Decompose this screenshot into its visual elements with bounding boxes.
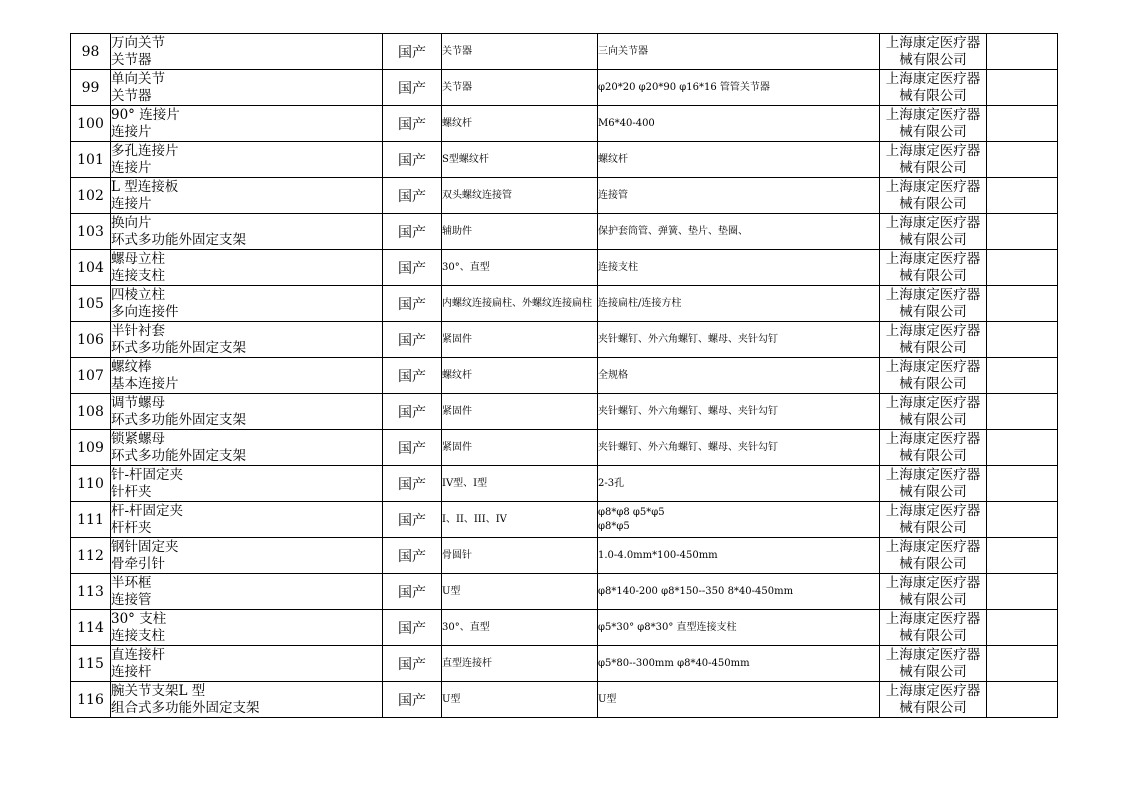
product-category: 环式多功能外固定支架 xyxy=(111,339,246,356)
spec-cell xyxy=(598,682,880,718)
product-name: 调节螺母 xyxy=(111,394,165,411)
manufacturer-cell xyxy=(880,142,987,178)
product-name: 30° 支柱 xyxy=(111,610,167,627)
product-table-body xyxy=(71,34,1058,718)
product-name-cell xyxy=(111,466,383,502)
model-cell: U型 xyxy=(442,682,598,718)
row-number-cell: 107 xyxy=(71,358,111,394)
manufacturer-line-1: 上海康定医疗器 xyxy=(885,610,981,627)
product-name-cell xyxy=(111,430,383,466)
manufacturer-line-2: 械有限公司 xyxy=(899,447,967,464)
manufacturer-line-1: 上海康定医疗器 xyxy=(885,646,981,663)
origin-cell: 国产 xyxy=(383,214,442,250)
manufacturer-line-2: 械有限公司 xyxy=(899,303,967,320)
row-number-cell: 106 xyxy=(71,322,111,358)
spec-line-1: 全规格 xyxy=(598,369,628,381)
manufacturer-line-1: 上海康定医疗器 xyxy=(885,682,981,699)
spec-cell xyxy=(598,358,880,394)
model-cell: 30°、直型 xyxy=(442,610,598,646)
product-name-cell xyxy=(111,322,383,358)
product-name-cell xyxy=(111,358,383,394)
row-number-cell: 109 xyxy=(71,430,111,466)
table-row xyxy=(71,466,1058,502)
product-name: 针-杆固定夹 xyxy=(111,466,184,483)
spec-cell xyxy=(598,286,880,322)
spec-line-1: U型 xyxy=(598,693,617,705)
model-cell: 紧固件 xyxy=(442,322,598,358)
manufacturer-cell xyxy=(880,250,987,286)
manufacturer-cell xyxy=(880,178,987,214)
table-row xyxy=(71,322,1058,358)
origin-cell: 国产 xyxy=(383,538,442,574)
product-name-cell xyxy=(111,682,383,718)
spec-line-1: φ5*30° φ8*30° 直型连接支柱 xyxy=(598,621,737,633)
empty-cell xyxy=(987,610,1058,646)
product-name: 半针衬套 xyxy=(111,322,165,339)
product-name-cell xyxy=(111,34,383,70)
origin-cell: 国产 xyxy=(383,142,442,178)
manufacturer-line-2: 械有限公司 xyxy=(899,627,967,644)
model-cell: 内螺纹连接扁柱、外螺纹连接扁柱 xyxy=(442,286,598,322)
manufacturer-cell xyxy=(880,70,987,106)
row-number-cell: 114 xyxy=(71,610,111,646)
spec-line-1: 保护套筒管、弹簧、垫片、垫圈、 xyxy=(598,225,748,237)
spec-cell xyxy=(598,538,880,574)
manufacturer-line-1: 上海康定医疗器 xyxy=(885,286,981,303)
empty-cell xyxy=(987,322,1058,358)
manufacturer-line-2: 械有限公司 xyxy=(899,159,967,176)
product-category: 关节器 xyxy=(111,87,152,104)
spec-line-1: 连接支柱 xyxy=(598,261,638,273)
manufacturer-line-2: 械有限公司 xyxy=(899,87,967,104)
model-cell: I、II、III、IV xyxy=(442,502,598,538)
product-category: 连接片 xyxy=(111,123,152,140)
model-cell: 关节器 xyxy=(442,34,598,70)
row-number-cell: 113 xyxy=(71,574,111,610)
manufacturer-cell xyxy=(880,502,987,538)
manufacturer-line-2: 械有限公司 xyxy=(899,231,967,248)
manufacturer-line-2: 械有限公司 xyxy=(899,483,967,500)
table-row xyxy=(71,70,1058,106)
manufacturer-line-2: 械有限公司 xyxy=(899,339,967,356)
spec-line-1: φ5*80--300mm φ8*40-450mm xyxy=(598,657,750,669)
manufacturer-line-2: 械有限公司 xyxy=(899,699,967,716)
spec-cell xyxy=(598,142,880,178)
manufacturer-cell xyxy=(880,322,987,358)
manufacturer-cell xyxy=(880,682,987,718)
model-cell: 直型连接杆 xyxy=(442,646,598,682)
manufacturer-cell xyxy=(880,574,987,610)
product-name: 螺纹棒 xyxy=(111,358,152,375)
model-cell: 关节器 xyxy=(442,70,598,106)
empty-cell xyxy=(987,70,1058,106)
spec-line-1: φ8*140-200 φ8*150--350 8*40-450mm xyxy=(598,585,794,597)
product-name-cell xyxy=(111,250,383,286)
manufacturer-cell xyxy=(880,286,987,322)
spec-line-1: M6*40-400 xyxy=(598,117,655,129)
model-cell: 双头螺纹连接管 xyxy=(442,178,598,214)
spec-cell xyxy=(598,466,880,502)
row-number-cell: 103 xyxy=(71,214,111,250)
product-category: 环式多功能外固定支架 xyxy=(111,447,246,464)
row-number-cell: 116 xyxy=(71,682,111,718)
empty-cell xyxy=(987,178,1058,214)
table-row xyxy=(71,142,1058,178)
product-name-cell xyxy=(111,538,383,574)
manufacturer-line-1: 上海康定医疗器 xyxy=(885,214,981,231)
empty-cell xyxy=(987,574,1058,610)
manufacturer-line-2: 械有限公司 xyxy=(899,267,967,284)
origin-cell: 国产 xyxy=(383,610,442,646)
row-number-cell: 98 xyxy=(71,34,111,70)
spec-line-1: 夹针螺钉、外六角螺钉、螺母、夹针勾钉 xyxy=(598,405,778,417)
product-name-cell xyxy=(111,142,383,178)
product-category: 多向连接件 xyxy=(111,303,179,320)
manufacturer-cell xyxy=(880,34,987,70)
origin-cell: 国产 xyxy=(383,178,442,214)
table-row xyxy=(71,682,1058,718)
product-name: 90° 连接片 xyxy=(111,106,180,123)
table-row xyxy=(71,538,1058,574)
product-category: 环式多功能外固定支架 xyxy=(111,411,246,428)
manufacturer-line-1: 上海康定医疗器 xyxy=(885,574,981,591)
product-name: 腕关节支架L 型 xyxy=(111,682,206,699)
table-row xyxy=(71,430,1058,466)
product-name: 换向片 xyxy=(111,214,152,231)
empty-cell xyxy=(987,142,1058,178)
spec-cell xyxy=(598,574,880,610)
product-name-cell xyxy=(111,574,383,610)
spec-cell xyxy=(598,34,880,70)
manufacturer-line-1: 上海康定医疗器 xyxy=(885,538,981,555)
empty-cell xyxy=(987,502,1058,538)
product-name-cell xyxy=(111,502,383,538)
product-name: 直连接杆 xyxy=(111,646,165,663)
manufacturer-line-2: 械有限公司 xyxy=(899,555,967,572)
spec-cell xyxy=(598,430,880,466)
spec-cell xyxy=(598,70,880,106)
origin-cell: 国产 xyxy=(383,250,442,286)
product-name: 钢针固定夹 xyxy=(111,538,179,555)
empty-cell xyxy=(987,286,1058,322)
empty-cell xyxy=(987,34,1058,70)
row-number-cell: 108 xyxy=(71,394,111,430)
manufacturer-line-2: 械有限公司 xyxy=(899,51,967,68)
empty-cell xyxy=(987,358,1058,394)
table-row xyxy=(71,214,1058,250)
model-cell: U型 xyxy=(442,574,598,610)
spec-cell xyxy=(598,322,880,358)
product-category: 环式多功能外固定支架 xyxy=(111,231,246,248)
spec-line-2: φ8*φ5 xyxy=(598,520,630,532)
origin-cell: 国产 xyxy=(383,682,442,718)
manufacturer-line-1: 上海康定医疗器 xyxy=(885,106,981,123)
model-cell: 螺纹杆 xyxy=(442,358,598,394)
empty-cell xyxy=(987,430,1058,466)
product-name-cell xyxy=(111,646,383,682)
manufacturer-line-1: 上海康定医疗器 xyxy=(885,466,981,483)
spec-line-1: 夹针螺钉、外六角螺钉、螺母、夹针勾钉 xyxy=(598,333,778,345)
empty-cell xyxy=(987,466,1058,502)
table-row xyxy=(71,106,1058,142)
empty-cell xyxy=(987,538,1058,574)
row-number-cell: 112 xyxy=(71,538,111,574)
origin-cell: 国产 xyxy=(383,286,442,322)
spec-cell xyxy=(598,106,880,142)
manufacturer-line-2: 械有限公司 xyxy=(899,375,967,392)
row-number-cell: 104 xyxy=(71,250,111,286)
spec-line-1: φ8*φ8 φ5*φ5 xyxy=(598,506,665,518)
spec-cell xyxy=(598,502,880,538)
manufacturer-line-1: 上海康定医疗器 xyxy=(885,34,981,51)
manufacturer-line-1: 上海康定医疗器 xyxy=(885,250,981,267)
product-name: 锁紧螺母 xyxy=(111,430,165,447)
table-row xyxy=(71,394,1058,430)
row-number-cell: 110 xyxy=(71,466,111,502)
empty-cell xyxy=(987,250,1058,286)
row-number-cell: 111 xyxy=(71,502,111,538)
model-cell: 紧固件 xyxy=(442,394,598,430)
manufacturer-cell xyxy=(880,106,987,142)
origin-cell: 国产 xyxy=(383,322,442,358)
origin-cell: 国产 xyxy=(383,574,442,610)
manufacturer-line-2: 械有限公司 xyxy=(899,123,967,140)
origin-cell: 国产 xyxy=(383,70,442,106)
product-name: 四棱立柱 xyxy=(111,286,165,303)
row-number-cell: 100 xyxy=(71,106,111,142)
table-row xyxy=(71,34,1058,70)
empty-cell xyxy=(987,394,1058,430)
table-row xyxy=(71,610,1058,646)
manufacturer-line-1: 上海康定医疗器 xyxy=(885,70,981,87)
product-name-cell xyxy=(111,178,383,214)
product-name: L 型连接板 xyxy=(111,178,179,195)
origin-cell: 国产 xyxy=(383,34,442,70)
manufacturer-line-1: 上海康定医疗器 xyxy=(885,142,981,159)
spec-line-1: 夹针螺钉、外六角螺钉、螺母、夹针勾钉 xyxy=(598,441,778,453)
product-name-cell xyxy=(111,286,383,322)
model-cell: IV型、I型 xyxy=(442,466,598,502)
product-category: 杆杆夹 xyxy=(111,519,152,536)
table-row xyxy=(71,574,1058,610)
origin-cell: 国产 xyxy=(383,502,442,538)
spec-line-1: 连接管 xyxy=(598,189,628,201)
spec-cell xyxy=(598,250,880,286)
manufacturer-line-2: 械有限公司 xyxy=(899,519,967,536)
manufacturer-cell xyxy=(880,394,987,430)
row-number-cell: 105 xyxy=(71,286,111,322)
product-category: 连接管 xyxy=(111,591,152,608)
model-cell: S型螺纹杆 xyxy=(442,142,598,178)
spec-line-1: 2-3孔 xyxy=(598,477,625,489)
manufacturer-cell xyxy=(880,430,987,466)
origin-cell: 国产 xyxy=(383,430,442,466)
manufacturer-line-1: 上海康定医疗器 xyxy=(885,178,981,195)
spec-cell xyxy=(598,394,880,430)
product-name-cell xyxy=(111,106,383,142)
product-name: 单向关节 xyxy=(111,70,165,87)
product-name: 万向关节 xyxy=(111,34,165,51)
product-table xyxy=(70,33,1058,718)
manufacturer-line-1: 上海康定医疗器 xyxy=(885,322,981,339)
manufacturer-cell xyxy=(880,538,987,574)
row-number-cell: 99 xyxy=(71,70,111,106)
product-category: 针杆夹 xyxy=(111,483,152,500)
model-cell: 辅助件 xyxy=(442,214,598,250)
spec-cell xyxy=(598,610,880,646)
model-cell: 紧固件 xyxy=(442,430,598,466)
product-category: 基本连接片 xyxy=(111,375,179,392)
manufacturer-line-2: 械有限公司 xyxy=(899,591,967,608)
product-name: 杆-杆固定夹 xyxy=(111,502,184,519)
product-category: 连接支柱 xyxy=(111,627,165,644)
table-row xyxy=(71,250,1058,286)
manufacturer-line-2: 械有限公司 xyxy=(899,663,967,680)
product-category: 骨牵引针 xyxy=(111,555,165,572)
manufacturer-line-1: 上海康定医疗器 xyxy=(885,358,981,375)
spec-cell xyxy=(598,178,880,214)
origin-cell: 国产 xyxy=(383,358,442,394)
product-name: 半环框 xyxy=(111,574,152,591)
product-category: 连接片 xyxy=(111,159,152,176)
manufacturer-line-2: 械有限公司 xyxy=(899,195,967,212)
spec-line-1: φ20*20 φ20*90 φ16*16 管管关节器 xyxy=(598,81,770,93)
table-row xyxy=(71,286,1058,322)
row-number-cell: 102 xyxy=(71,178,111,214)
product-category: 连接片 xyxy=(111,195,152,212)
product-category: 关节器 xyxy=(111,51,152,68)
origin-cell: 国产 xyxy=(383,646,442,682)
spec-line-1: 1.0-4.0mm*100-450mm xyxy=(598,549,718,561)
manufacturer-line-2: 械有限公司 xyxy=(899,411,967,428)
spec-line-1: 三向关节器 xyxy=(598,45,648,57)
model-cell: 骨圆针 xyxy=(442,538,598,574)
product-category: 组合式多功能外固定支架 xyxy=(111,699,260,716)
manufacturer-cell xyxy=(880,646,987,682)
origin-cell: 国产 xyxy=(383,106,442,142)
empty-cell xyxy=(987,214,1058,250)
manufacturer-line-1: 上海康定医疗器 xyxy=(885,502,981,519)
product-name-cell xyxy=(111,610,383,646)
row-number-cell: 115 xyxy=(71,646,111,682)
table-row xyxy=(71,646,1058,682)
row-number-cell: 101 xyxy=(71,142,111,178)
product-name-cell xyxy=(111,214,383,250)
table-row xyxy=(71,358,1058,394)
spec-line-1: 连接扁柱/连接方柱 xyxy=(598,297,682,309)
origin-cell: 国产 xyxy=(383,466,442,502)
empty-cell xyxy=(987,682,1058,718)
table-row xyxy=(71,178,1058,214)
spec-line-1: 螺纹杆 xyxy=(598,153,628,165)
manufacturer-line-1: 上海康定医疗器 xyxy=(885,430,981,447)
origin-cell: 国产 xyxy=(383,394,442,430)
product-name-cell xyxy=(111,394,383,430)
product-category: 连接杆 xyxy=(111,663,152,680)
manufacturer-cell xyxy=(880,214,987,250)
product-category: 连接支柱 xyxy=(111,267,165,284)
product-name-cell xyxy=(111,70,383,106)
empty-cell xyxy=(987,646,1058,682)
empty-cell xyxy=(987,106,1058,142)
spec-cell xyxy=(598,214,880,250)
manufacturer-line-1: 上海康定医疗器 xyxy=(885,394,981,411)
manufacturer-cell xyxy=(880,466,987,502)
manufacturer-cell xyxy=(880,358,987,394)
product-name: 多孔连接片 xyxy=(111,142,179,159)
model-cell: 30°、直型 xyxy=(442,250,598,286)
table-row xyxy=(71,502,1058,538)
product-name: 螺母立柱 xyxy=(111,250,165,267)
model-cell: 螺纹杆 xyxy=(442,106,598,142)
manufacturer-cell xyxy=(880,610,987,646)
spec-cell xyxy=(598,646,880,682)
